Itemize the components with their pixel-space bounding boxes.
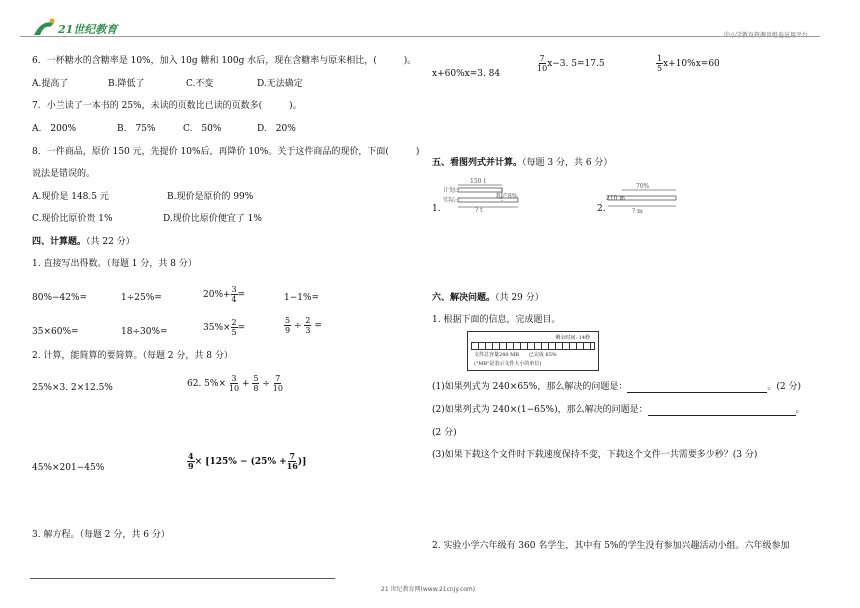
q8-opt-a: A.现价是 148.5 元 [32, 192, 109, 202]
equation-2: $\frac{7}{10}$ x−3. 5=17.5 [537, 54, 605, 73]
q8-stem-1: 8．一件商品，原价 150 元，先提价 10%后，再降价 10%。关于这件商品的现价，下面( ) [32, 147, 420, 157]
equation-1: x+60%x=3. 84 [432, 69, 501, 79]
equation-3: $\frac{1}{5}$ x+10%x=60 [657, 54, 720, 73]
download-progress-bar [471, 342, 595, 350]
header-rule [20, 36, 820, 37]
s4q2-title: 2. 计算，能简算的要简算。（每题 2 分，共 8 分） [32, 351, 233, 361]
q8-stem-2: 说法是错误的。 [32, 169, 96, 179]
q6-opt-c: C.不变 [186, 79, 214, 89]
s4q3-title: 3. 解方程。（每题 2 分，共 6 分） [32, 530, 170, 540]
q7-opt-c: C. 50% [183, 124, 222, 134]
s6q1-part-3: (3)如果下载这个文件时下载速度保持不变，下载这个文件一共需要多少秒？(3 分) [432, 450, 758, 460]
s6q2-stem: 2. 实验小学六年级有 360 名学生，其中有 5%的学生没有参加兴趣活动小组。六年级参加 [432, 541, 790, 551]
section-6-heading: 六、解决问题。（共 29 分） [432, 293, 544, 303]
fig2-number: 2. [597, 204, 606, 214]
fig1-question: ? t [475, 207, 483, 214]
q7-opt-d: D. 20% [257, 124, 296, 134]
q7-stem: 7．小兰读了一本书的 25%，未读的页数比已读的页数多( )。 [32, 101, 302, 111]
calc-8: $\frac{5}{9}$ ÷ $\frac{2}{3}$ = [285, 316, 322, 335]
fig1-row-actual: 实际: [443, 197, 458, 204]
calc-6: 18÷30%= [121, 327, 168, 337]
q7-opt-b: B. 75% [117, 124, 156, 134]
section-5-heading: 五、看图列式并计算。（每题 3 分，共 6 分） [432, 158, 613, 168]
s6q1-part-2-score: (2 分) [432, 428, 457, 438]
footer-rule [30, 578, 335, 579]
q6-opt-d: D.无法确定 [257, 79, 303, 89]
section-4-heading: 四、计算题。（共 22 分） [32, 237, 135, 247]
fig2-percent: 70% [636, 183, 650, 190]
fig2-value: 210 m [606, 195, 626, 202]
expr-2: 62. 5%× $\frac{3}{10}$ + $\frac{5}{8}$ ÷ $\frac{7}{10}$ [187, 374, 283, 393]
q8-opt-d: D.现价比原价便宜了 1% [163, 214, 262, 224]
footer-site: 21 世纪教育网(www.21cnjy.com) [381, 586, 476, 593]
q7-opt-a: A. 200% [32, 124, 77, 134]
brand-name: 21世纪教育 [58, 23, 118, 36]
platform-name: 中小学教育资源及组卷应用平台 [724, 32, 809, 39]
calc-1: 80%−42%= [32, 293, 88, 303]
q6-opt-a: A.提高了 [32, 79, 69, 89]
expr-1: 25%×3. 2×12.5% [32, 383, 113, 393]
q8-opt-c: C.现价比原价贵 1% [32, 214, 113, 224]
expr-4: $\frac{4}{9}$ × [125% − (25% + $\frac{7}{16}$ )] [188, 451, 307, 471]
calc-5: 35×60%= [32, 327, 79, 337]
calc-7: 35%× $\frac{2}{5}$ = [203, 318, 246, 337]
fig1-more-label: 超产8% [496, 193, 518, 200]
calc-4: 1−1%= [284, 293, 320, 303]
fig1-number: 1. [432, 204, 441, 214]
expr-3: 45%×201−45% [32, 463, 105, 473]
s6q1-title: 1. 根据下面的信息，完成题目。 [432, 315, 561, 325]
fig1-top-label: 150 t [470, 178, 486, 185]
q6-opt-b: B.降低了 [108, 79, 145, 89]
fig2-question: ? m [632, 208, 643, 215]
calc-3: 20%+ $\frac{3}{4}$ = [203, 285, 246, 304]
calc-2: 1÷25%= [121, 293, 162, 303]
q8-opt-b: B.现价是原价的 99% [167, 192, 254, 202]
s6q1-part-1: (1)如果列式为 240×65%，那么解决的问题是： 。(2 分) [432, 382, 801, 392]
q6-stem: 6．一杯糖水的含糖率是 10%，加入 10g 糖和 100g 水后，现在含糖率与原来相比，( )。 [32, 56, 417, 66]
fig1-row-plan: 计划: [443, 187, 458, 194]
download-info-box [467, 331, 599, 371]
file-size-line: 文件总容量240 MB 已完成 65% [474, 352, 557, 358]
remaining-time: 剩余时间: 14秒 [555, 335, 590, 341]
s4q1-title: 1. 直接写出得数。（每题 1 分，共 8 分） [32, 259, 197, 269]
s6q1-part-2: (2)如果列式为 240×(1−65%)，那么解决的问题是： 。 [432, 405, 805, 415]
unit-note: ("MB"是表示文件大小的单位) [474, 361, 542, 367]
